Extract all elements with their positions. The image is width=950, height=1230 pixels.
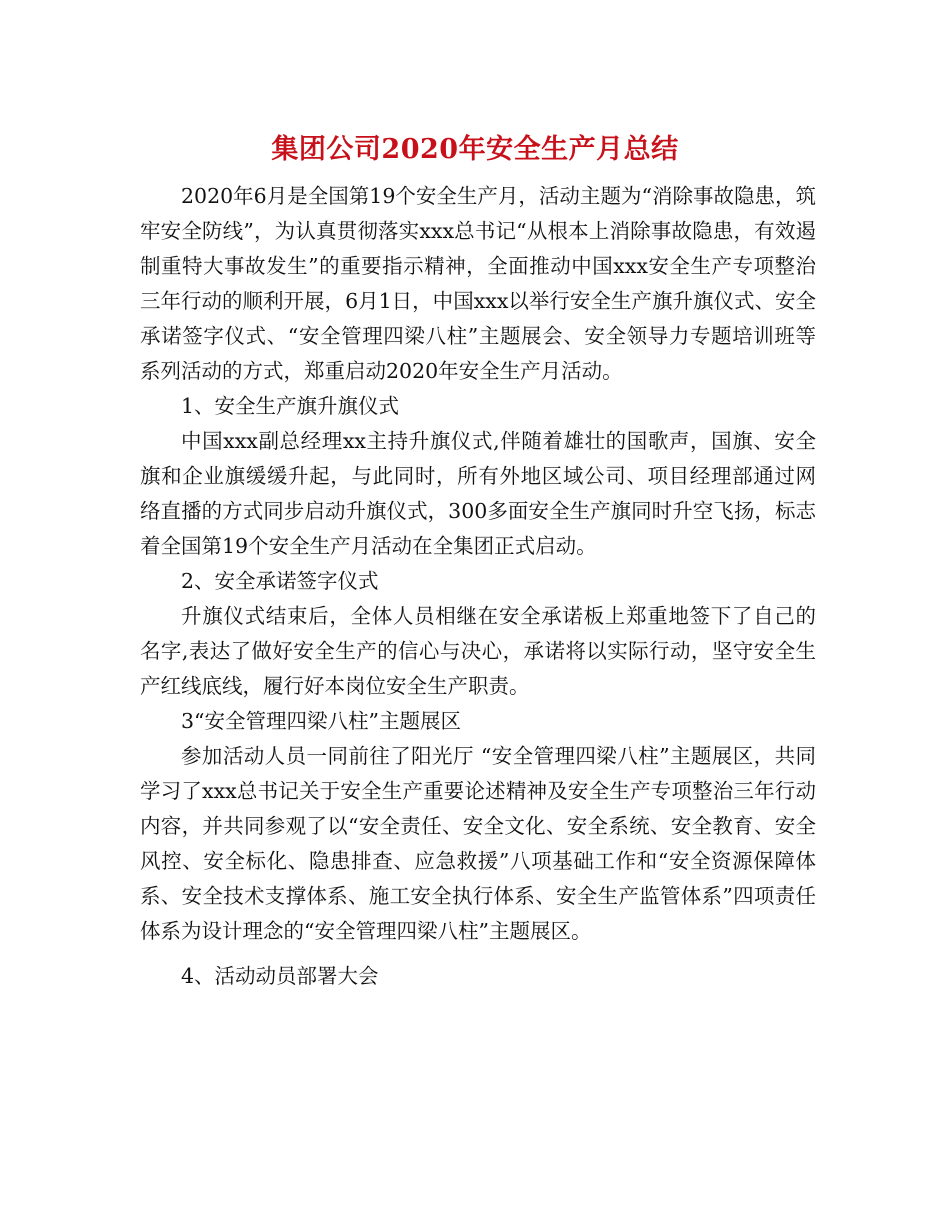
section-heading-commitment-signing: 2、安全承诺签字仪式 xyxy=(181,569,379,593)
commitment-signing-paragraph: 升旗仪式结束后，全体人员相继在安全承诺板上郑重地签下了自己的名字,表达了做好安全生产的信心与决心，承诺将以实际行动，坚守安全生产红线底线，履行好本岗位安全生产职责。 xyxy=(140,604,816,698)
section-heading-exhibition: 3“安全管理四梁八柱”主题展区 xyxy=(181,709,462,733)
flag-ceremony-paragraph: 中国xxx副总经理xx主持升旗仪式,伴随着雄壮的国歌声，国旗、安全旗和企业旗缓缓升起，与此同时，所有外地区域公司、项目经理部通过网络直播的方式同步启动升旗仪式，300多面安全生产旗同时升空飞扬，标志着全国第19个安全生产月活动在全集团正式启动。 xyxy=(140,429,816,558)
section-heading-flag-ceremony: 1、安全生产旗升旗仪式 xyxy=(181,394,400,418)
document-title: 集团公司2020年安全生产月总结 xyxy=(271,134,679,165)
document-body xyxy=(140,179,816,994)
section-heading-mobilization-meeting: 4、活动动员部署大会 xyxy=(181,964,379,988)
intro-paragraph: 2020年6月是全国第19个安全生产月，活动主题为“消除事故隐患，筑牢安全防线”，为认真贯彻落实xxx总书记“从根本上消除事故隐患，有效遏制重特大事故发生”的重要指示精神，全面推动中国xxx安全生产专项整治三年行动的顺利开展，6月1日，中国xxx以举行安全生产旗升旗仪式、安全承诺签字仪式、“安全管理四梁八柱”主题展会、安全领导力专题培训班等系列活动的方式，郑重启动2020年安全生产月活动。 xyxy=(140,184,816,383)
exhibition-paragraph: 参加活动人员一同前往了阳光厅 “安全管理四梁八柱”主题展区，共同学习了xxx总书记关于安全生产重要论述精神及安全生产专项整治三年行动内容，并共同参观了以“安全责任、安全文化、安全系统、安全教育、安全风控、安全标化、隐患排查、应急救援”八项基础工作和“安全资源保障体系、安全技术支撑体系、施工安全执行体系、安全生产监管体系”四项责任体系为设计理念的“安全管理四梁八柱”主题展区。 xyxy=(140,744,816,943)
